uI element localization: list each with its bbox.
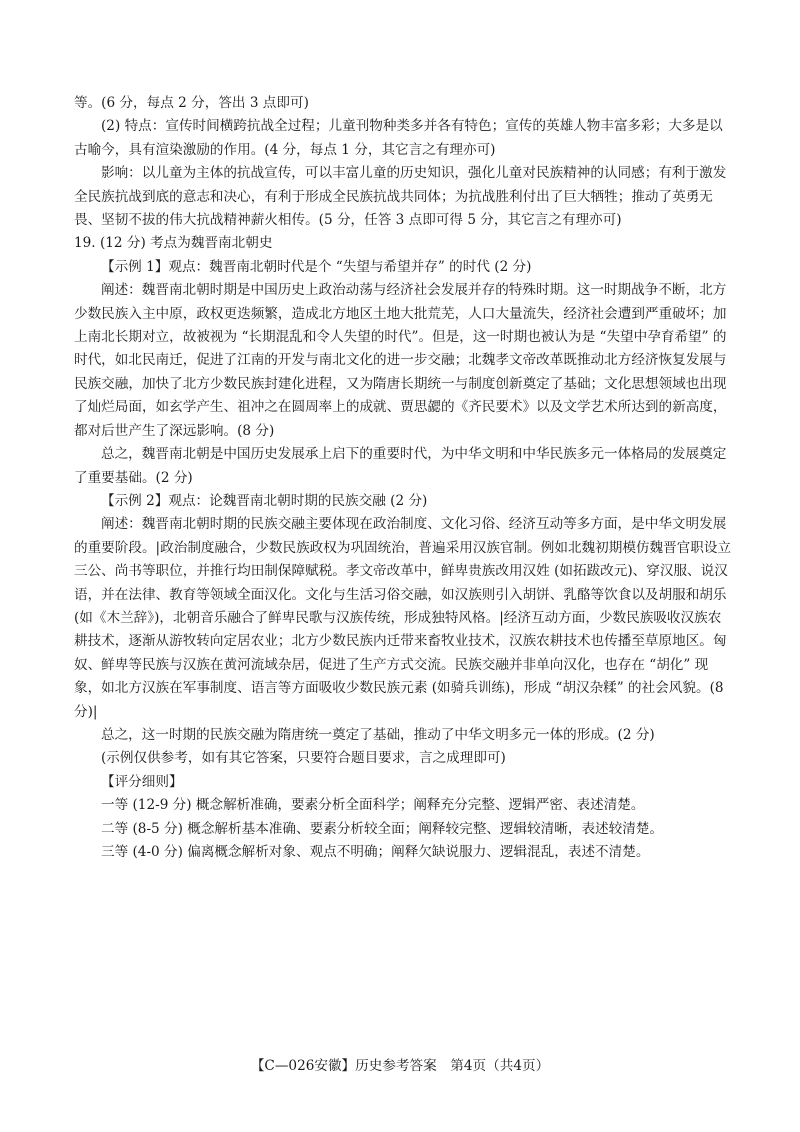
- q18-part2-features: (2) 特点：宣传时间横跨抗战全过程；儿童刊物种类多并各有特色；宣传的英雄人物丰富多彩；大多是以古喻今，具有渲染激励的作用。(4 分，每点 1 分，其它言之有理亦可): [74, 118, 723, 158]
- rubric-title: 【评分细则】: [101, 773, 183, 790]
- example1-conclusion: 总之，魏晋南北朝是中国历史发展承上启下的重要时代，为中华文明和中华民族多元一体格局的发展奠定了重要基础。(2 分): [74, 446, 727, 486]
- reference-note: (示例仅供参考，如有其它答案，只要符合题目要求，言之成理即可): [101, 750, 506, 767]
- rubric-level-3: 三等 (4-0 分) 偏离概念解析对象、观点不明确；阐释欠缺说服力、逻辑混乱，表述不清楚。: [101, 844, 650, 860]
- answer-content: [74, 92, 734, 864]
- page-footer: 【C—026安徽】历史参考答案 第4页（共4页）: [250, 1058, 550, 1074]
- example1-elaboration: 阐述：魏晋南北朝时期是中国历史上政治动荡与经济社会发展并存的特殊时期。这一时期战争不断，北方少数民族入主中原，政权更迭频繁，造成北方地区土地大批荒芜，人口大量流失，经济社会遭到严重破坏；加上南北长期对立，故被视为 “长期混乱和令人失望的时代”。但是，这一时期也被认为是 “失望中孕育希望” 的时代，如北民南迁，促进了江南的开发与南北文化的进一步交融；北魏孝文帝改革既推动北方经济恢复发展与民族交融，加快了北方少数民族封建化进程，又为隋唐长期统一与制度创新奠定了基础；文化思想领域也出现了灿烂局面，如玄学产生、祖冲之在圆周率上的成就、贾思勰的《齐民要术》以及文学艺术所达到的新高度，都对后世产生了深远影响。(8 分): [74, 282, 727, 439]
- rubric-level-1: 一等 (12-9 分) 概念解析准确，要素分析全面科学；阐释充分完整、逻辑严密、表述清楚。: [101, 797, 645, 814]
- q18-part1-end: 等。(6 分，每点 2 分，答出 3 点即可): [74, 95, 309, 111]
- q19-header: 19. (12 分) 考点为魏晋南北朝史: [74, 235, 273, 252]
- example2-conclusion: 总之，这一时期的民族交融为隋唐统一奠定了基础，推动了中华文明多元一体的形成。(2 分): [101, 726, 655, 743]
- example2-viewpoint: 【示例 2】观点：论魏晋南北朝时期的民族交融 (2 分): [101, 492, 428, 509]
- example1-viewpoint: 【示例 1】观点：魏晋南北朝时代是个 “失望与希望并存” 的时代 (2 分): [101, 258, 532, 275]
- example2-elaboration: 阐述：魏晋南北朝时期的民族交融主要体现在政治制度、文化习俗、经济互动等多方面，是中华文明发展的重要阶段。|政治制度融合，少数民族政权为巩固统治，普遍采用汉族官制。例如北魏初期模仿魏晋官职设立三公、尚书等职位，并推行均田制保障赋税。孝文帝改革中，鲜卑贵族改用汉姓 (如拓跋改元)、穿汉服、说汉语，并在法律、教育等领域全面汉化。文化与生活习俗交融，如汉族则引入胡饼、乳酪等饮食以及胡服和胡乐 (如《木兰辞》)，北朝音乐融合了鲜卑民歌与汉族传统，形成独特风格。|经济互动方面，少数民族吸收汉族农耕技术，逐渐从游牧转向定居农业；北方少数民族内迁带来畜牧业技术，汉族农耕技术也传播至草原地区。匈奴、鲜卑等民族与汉族在黄河流域杂居，促进了生产方式交流。民族交融并非单向汉化，也存在 “胡化” 现象，如北方汉族在军事制度、语言等方面吸收少数民族元素 (如骑兵训练)，形成 “胡汉杂糅” 的社会风貌。(8 分)|: [74, 516, 732, 720]
- q18-part2-impact: 影响：以儿童为主体的抗战宣传，可以丰富儿童的历史知识，强化儿童对民族精神的认同感；有利于激发全民族抗战到底的意志和决心，有利于形成全民族抗战共同体；为抗战胜利付出了巨大牺牲；推动了英勇无畏、坚韧不拔的伟大抗战精神薪火相传。(5 分，任答 3 点即可得 5 分，其它言之有理亦可): [74, 165, 727, 229]
- rubric-level-2: 二等 (8-5 分) 概念解析基本准确、要素分析较全面；阐释较完整、逻辑较清晰，表述较清楚。: [101, 820, 664, 837]
